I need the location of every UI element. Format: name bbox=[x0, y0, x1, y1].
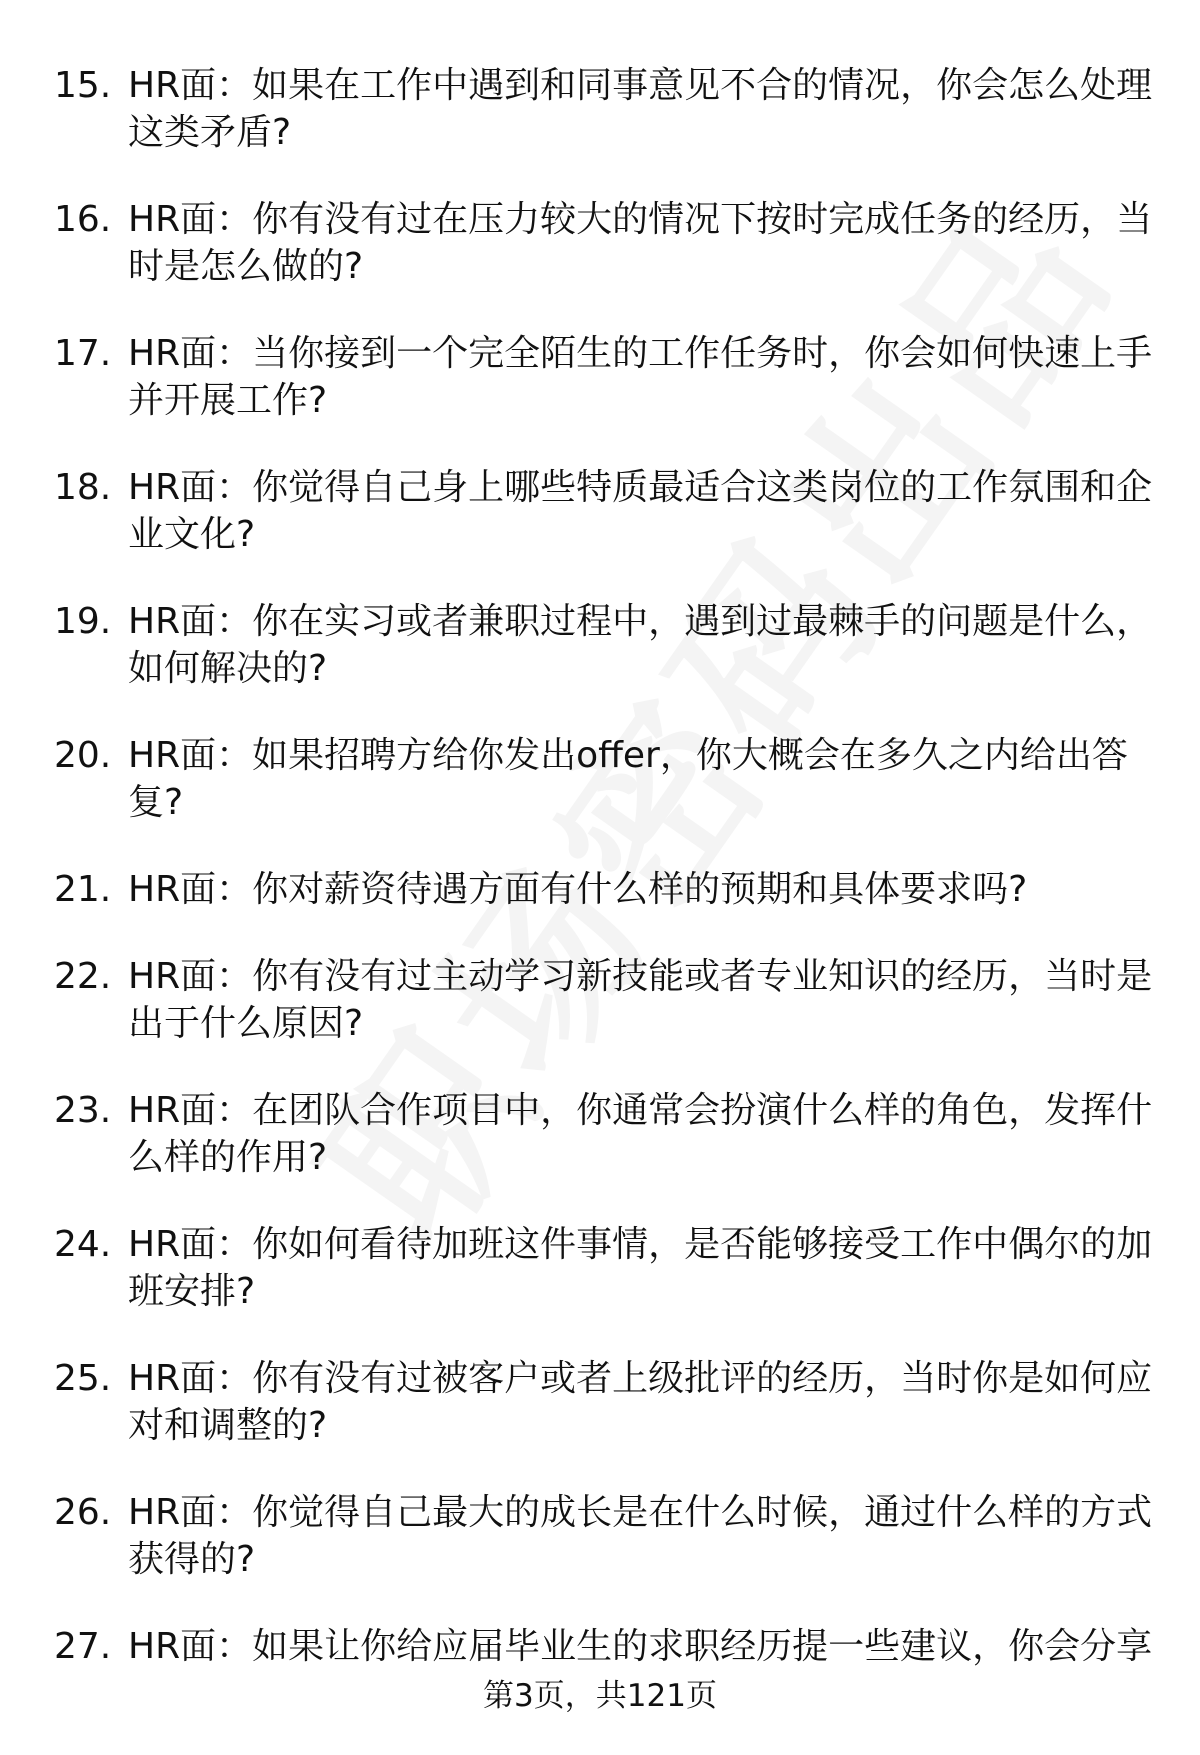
question-text: HR面：你觉得自己身上哪些特质最适合这类岗位的工作氛围和企业文化? bbox=[128, 467, 1153, 555]
list-item bbox=[0, 953, 1200, 1087]
list-item bbox=[0, 1489, 1200, 1623]
list-item bbox=[0, 196, 1200, 330]
question-number: 27. bbox=[54, 1626, 112, 1667]
list-item bbox=[0, 1355, 1200, 1489]
list-item bbox=[0, 732, 1200, 866]
list-item bbox=[0, 62, 1200, 196]
question-number: 15. bbox=[54, 65, 112, 106]
question-text: HR面：你有没有过在压力较大的情况下按时完成任务的经历，当时是怎么做的? bbox=[128, 199, 1153, 287]
question-text: HR面：你对薪资待遇方面有什么样的预期和具体要求吗? bbox=[128, 869, 1028, 910]
list-item bbox=[0, 1221, 1200, 1355]
question-list bbox=[0, 62, 1200, 1683]
list-item bbox=[0, 866, 1200, 953]
question-text: HR面：如果招聘方给你发出offer，你大概会在多久之内给出答复? bbox=[128, 735, 1128, 823]
question-number: 26. bbox=[54, 1492, 112, 1533]
question-number: 23. bbox=[54, 1090, 112, 1131]
page-number-label: 第3页，共121页 bbox=[483, 1678, 717, 1714]
list-item bbox=[0, 1623, 1200, 1683]
question-text: HR面：你觉得自己最大的成长是在什么时候，通过什么样的方式获得的? bbox=[128, 1492, 1153, 1580]
page-footer bbox=[0, 1676, 1200, 1716]
list-item bbox=[0, 598, 1200, 732]
question-text: HR面：如果在工作中遇到和同事意见不合的情况，你会怎么处理这类矛盾? bbox=[128, 65, 1153, 153]
question-number: 24. bbox=[54, 1224, 112, 1265]
question-number: 21. bbox=[54, 869, 112, 910]
question-number: 25. bbox=[54, 1358, 112, 1399]
question-number: 16. bbox=[54, 199, 112, 240]
question-text: HR面：你有没有过主动学习新技能或者专业知识的经历，当时是出于什么原因? bbox=[128, 956, 1153, 1044]
question-text: HR面：当你接到一个完全陌生的工作任务时，你会如何快速上手并开展工作? bbox=[128, 333, 1153, 421]
question-text: HR面：在团队合作项目中，你通常会扮演什么样的角色，发挥什么样的作用? bbox=[128, 1090, 1153, 1178]
question-text: HR面：你如何看待加班这件事情，是否能够接受工作中偶尔的加班安排? bbox=[128, 1224, 1153, 1312]
question-number: 17. bbox=[54, 333, 112, 374]
question-number: 22. bbox=[54, 956, 112, 997]
question-text: HR面：如果让你给应届毕业生的求职经历提一些建议，你会分享 bbox=[128, 1626, 1153, 1667]
question-text: HR面：你有没有过被客户或者上级批评的经历，当时你是如何应对和调整的? bbox=[128, 1358, 1153, 1446]
question-text: HR面：你在实习或者兼职过程中，遇到过最棘手的问题是什么，如何解决的? bbox=[128, 601, 1153, 689]
question-number: 18. bbox=[54, 467, 112, 508]
list-item bbox=[0, 330, 1200, 464]
list-item bbox=[0, 464, 1200, 598]
question-number: 20. bbox=[54, 735, 112, 776]
list-item bbox=[0, 1087, 1200, 1221]
question-number: 19. bbox=[54, 601, 112, 642]
